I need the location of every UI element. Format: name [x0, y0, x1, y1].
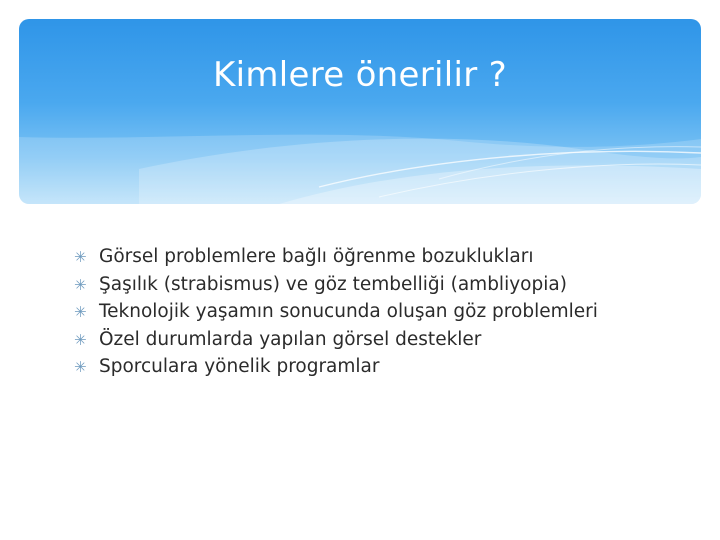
asterisk-icon: ✳	[74, 358, 87, 376]
asterisk-icon: ✳	[74, 275, 87, 294]
bullet-item	[72, 274, 672, 297]
bullet-item	[72, 246, 672, 269]
asterisk-icon: ✳	[74, 330, 87, 349]
bullet-item	[72, 329, 672, 352]
bullet-text: Sporculara yönelik programlar	[99, 356, 380, 377]
asterisk-icon: ✳	[74, 303, 87, 321]
asterisk-icon: ✳	[74, 248, 87, 266]
bullet-text: Teknolojik yaşamın sonucunda oluşan göz problemleri	[99, 301, 598, 322]
bullet-text: Özel durumlarda yapılan görsel destekler	[99, 328, 482, 350]
bullet-item	[72, 301, 672, 324]
bullet-text: Şaşılık (strabismus) ve göz tembelliği (ambliyopia)	[99, 273, 567, 295]
bullet-text: Görsel problemlere bağlı öğrenme bozuklukları	[99, 246, 534, 267]
slide-title: Kimlere önerilir ?	[212, 55, 507, 95]
bullet-item	[72, 356, 672, 379]
title-banner	[19, 19, 701, 204]
wave-decoration	[19, 19, 701, 204]
bullet-list	[72, 246, 672, 384]
